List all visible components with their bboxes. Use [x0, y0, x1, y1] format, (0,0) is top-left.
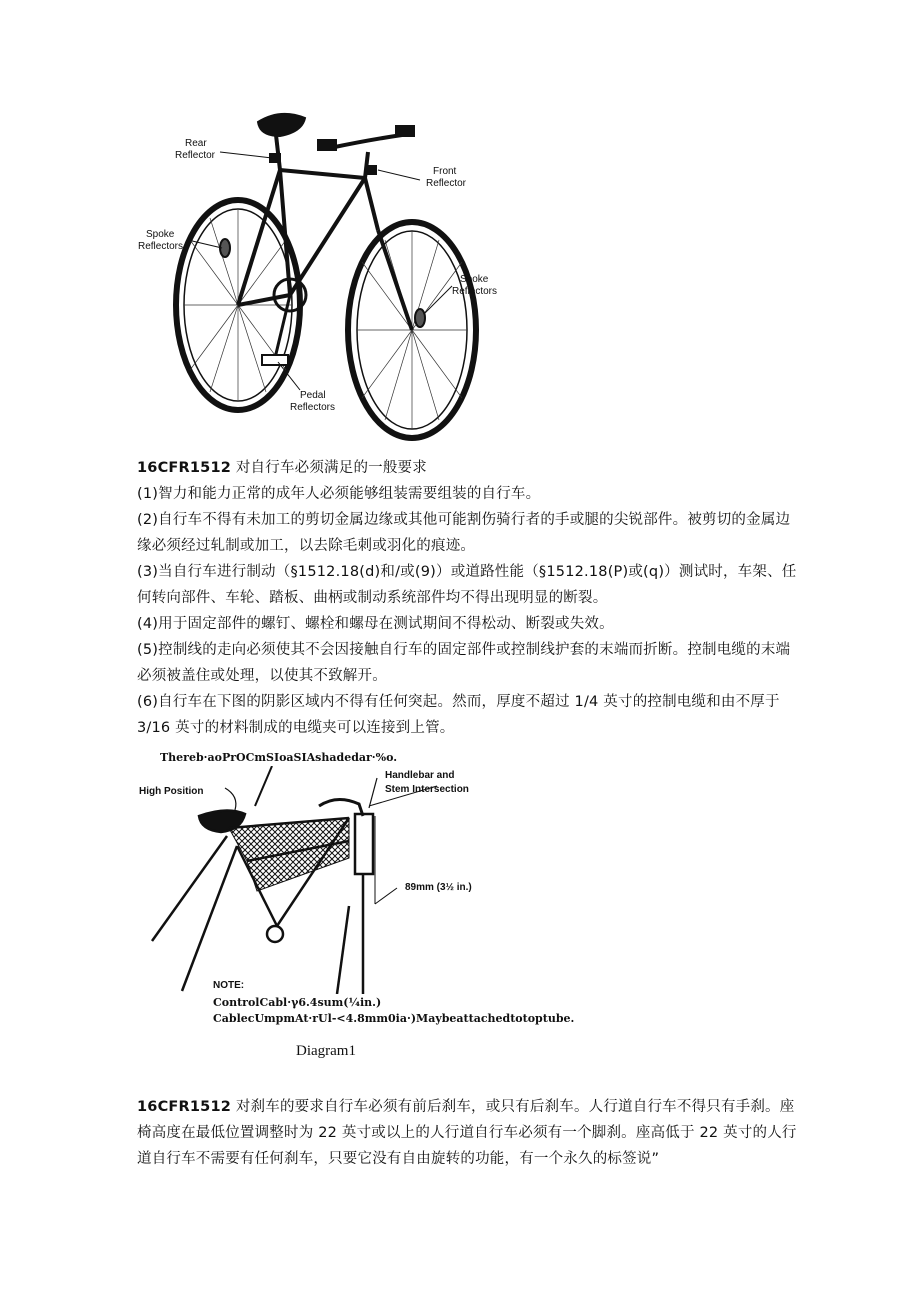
brake-requirements-section [137, 1094, 797, 1172]
dimension-label: 89mm (3½ in.) [405, 882, 472, 893]
requirement-1: (1)智力和能力正常的成年人必须能够组装需要组装的自行车。 [137, 486, 541, 502]
handlebar-label: Handlebar and Stem Intersection [385, 770, 469, 795]
spoke-reflectors-right-label: Spoke Reflectors [452, 274, 498, 297]
requirement-4: (4)用于固定部件的螺钉、螺栓和螺母在测试期间不得松动、断裂或失效。 [137, 616, 614, 632]
note-line-1: ControlCabl·γ6.4sum(¼in.) [213, 996, 382, 1009]
high-position-label: High Position [139, 786, 204, 797]
pedal-reflectors-label: Pedal Reflectors [290, 390, 336, 413]
brake-requirements-text: 16CFR1512 对刹车的要求自行车必须有前后刹车，或只有后刹车。人行道自行车不得只有手刹。座椅高度在最低位置调整时为 22 英寸或以上的人行道自行车必须有一个脚刹。座高低于 22 英寸的人行道自行车不需要有任何刹车，只要它没有自由旋转的功能，有一个永久的标签说” [137, 1099, 797, 1167]
general-requirements-section [137, 455, 797, 741]
note-label: NOTE: [213, 980, 245, 991]
requirement-5: (5)控制线的走向必须使其不会因接触自行车的固定部件或控制线护套的末端而折断。控制电缆的末端必须被盖住或处理，以使其不致解开。 [137, 642, 791, 684]
bicycle-reflector-diagram [130, 100, 520, 450]
requirement-3: (3)当自行车进行制动（§1512.18(d)和/或(9)）或道路性能（§1512.18(P)或(q)）测试时，车架、任何转向部件、车轮、踏板、曲柄或制动系统部件均不得出现明显的断裂。 [137, 564, 797, 606]
note-line-2: CablecUmpmAt·rUl-<4.8mm0ia·)Maybeattachedtotoptube. [213, 1012, 575, 1025]
requirement-6: (6)自行车在下图的阴影区域内不得有任何突起。然而，厚度不超过 1/4 英寸的控制电缆和由不厚于 3/16 英寸的材料制成的电缆夹可以连接到上管。 [137, 694, 780, 736]
diagram1-title: Thereb·aoPrOCmSIoaSIAshadedar·%o. [160, 751, 398, 764]
shaded-area-diagram [137, 766, 503, 994]
front-reflector-label: Front Reflector [426, 166, 467, 189]
requirement-2: (2)自行车不得有未加工的剪切金属边缘或其他可能割伤骑行者的手或腿的尖锐部件。被剪切的金属边缘必须经过轧制或加工，以去除毛刺或羽化的痕迹。 [137, 512, 791, 554]
spoke-reflectors-left-label: Spoke Reflectors [138, 229, 184, 252]
rear-reflector-label: Rear Reflector [175, 138, 216, 161]
diagram-caption: Diagram1 [296, 1043, 356, 1059]
section1-heading: 16CFR1512 对自行车必须满足的一般要求 [137, 460, 427, 476]
